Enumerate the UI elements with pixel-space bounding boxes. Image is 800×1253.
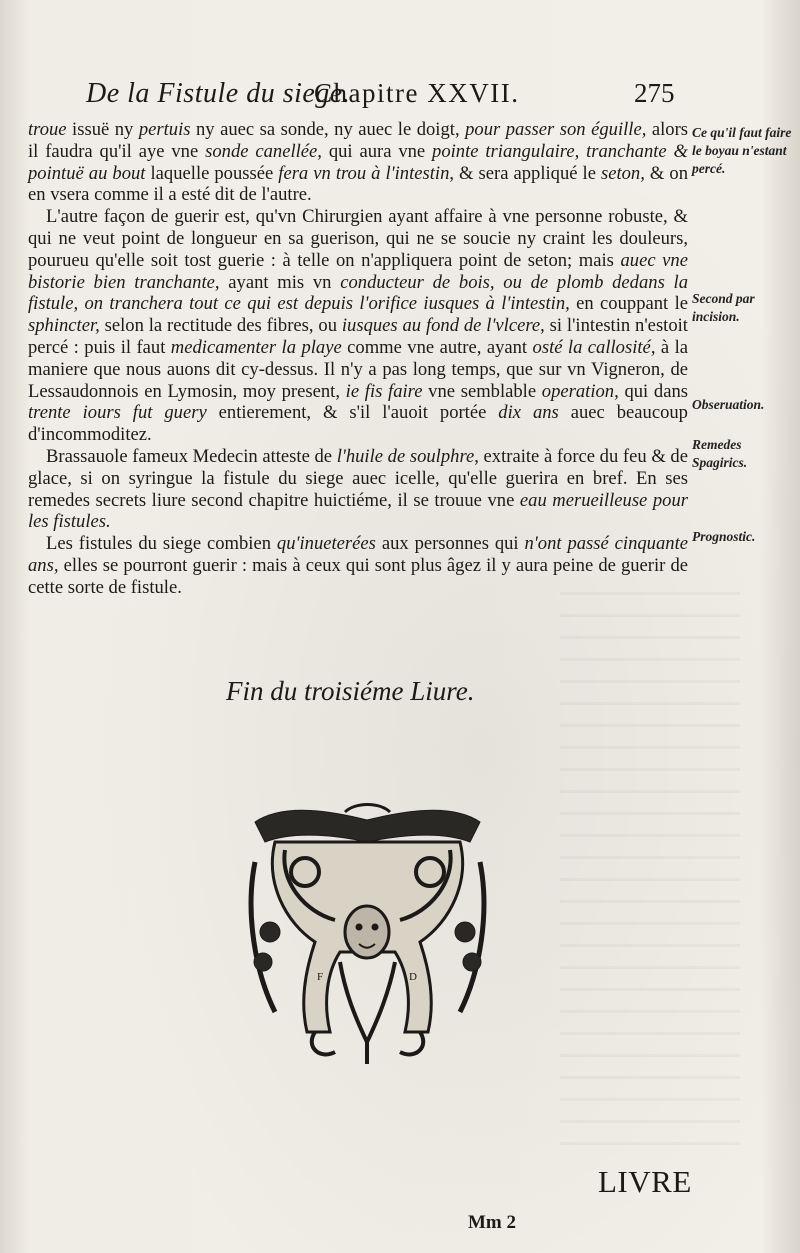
text-run: en couppant le [569,293,688,315]
text-run: trente iours fut guery [28,402,207,424]
margin-note: Obseruation. [692,397,765,412]
text-run: qui dans [618,380,688,402]
text-run: sphincter, [28,315,100,337]
text-run: operation, [541,380,619,402]
text-run: ie fis faire [345,380,423,402]
text-run: , à la maniere que nous auons dit cy-dessus. Il n'y a pas long temps, que sur vn Vigneron, de Lessaudonnois en Lymosin, moy present, [28,336,688,402]
text-run: selon la rectitude des fibres, ou [99,315,342,337]
text-run: pour passer son éguille, [465,119,647,140]
text-run: osté la callosité [532,336,651,358]
text-run: pertuis [138,119,191,140]
text-run: qui aura vne [321,140,433,162]
text-run: & on en vsera comme il a esté dit de l'autre. [28,162,688,206]
paragraph [28,446,688,533]
text-run: aux personnes qui [375,533,525,555]
margin-note: Remedes Spagirics. [692,437,748,470]
text-run: n'ont passé cinquante ans, [28,533,688,576]
text-run: conducteur de bois, ou de plomb dedans la fistule, on tranchera tout ce qui est depuis l'orifice iusques à l'intestin, [28,271,689,315]
running-header [86,74,686,114]
margin-note: Ce qu'il faut faire le boyau n'estant percé. [692,125,792,176]
text-run: dix ans [498,402,559,424]
margin-note: Second par incision. [692,291,755,324]
paragraph [28,533,688,598]
text-run: seton, [600,162,645,184]
text-run: , & sera appliqué le [449,162,601,184]
text-run: troue [28,119,67,140]
paragraph [28,119,688,206]
main-text [28,119,688,599]
text-run: elles se pourront guerir : mais à ceux qui sont plus âgez il y aura peine de guerir de cette sorte de fistule. [28,554,688,598]
text-run: vne semblable [422,380,542,402]
text-run: auec beaucoup d'incommoditez. [28,402,688,446]
text-run: laquelle poussée [145,162,279,184]
text-run: eau merueilleuse pour les fistules. [28,489,688,533]
signature-mark: Mm 2 [468,1212,517,1233]
text-run: pointe triangulaire, tranchante & pointuë au bout [28,140,688,184]
chapter-heading: Chapitre XXVII. [314,78,520,108]
text-run: fera vn trou à l'intestin [278,162,450,184]
margin-note: Prognostic. [692,529,756,544]
text-run: qu'inueterées [276,533,376,555]
text-run: auec vne bistorie bien tranchante [28,249,688,293]
text-run: , ayant mis vn [214,271,341,293]
running-title: De la Fistule du siege. [86,78,351,109]
ornament-initial-right: D [409,971,417,983]
ornament-initial-left: F [317,971,324,983]
text-run: issuë ny [66,119,139,140]
text-run: sonde canellée, [205,140,322,162]
catchword: LIVRE [598,1164,692,1199]
text-run: ny auec sa sonde, ny auec le doigt, [190,119,466,140]
text-run: , si l'intestin n'estoit percé : puis il faut [28,315,688,358]
text-run: entierement, & s'il l'auoit portée [206,402,499,424]
text-run: Brassauole fameux Medecin atteste de [46,445,337,467]
text-run: alors il faudra qu'il aye vne [28,119,689,162]
text-run: , extraite à force du feu & de glace, si on syringue la fistule du siege auec icelle, qu'elle guerira en bref. En ses remedes secrets liure second chapitre huictiéme, il se trouue vne [28,445,688,511]
text-run: iusques au fond de l'vlcere [341,315,541,337]
text-run: comme vne autre, ayant [341,336,533,358]
text-run: medicamenter la playe [170,336,342,358]
text-run: Les fistules du siege combien [46,533,277,555]
text-run: l'huile de soulphre [336,445,475,467]
page-number: 275 [634,78,675,108]
paragraph [28,206,688,446]
woodcut-ornament [245,802,490,1067]
text-run: L'autre façon de guerir est, qu'vn Chirurgien ayant affaire à vne personne robuste, & qui ne veut point de longueur en sa guerison, qui ne se soucie ny craint les douleurs, pourueu qu'elle soit tost guerie : à telle on n'appliquera point de seton; mais [28,206,688,271]
bleed-through [560,585,740,1145]
colophon: Fin du troisiéme Liure. [226,676,475,706]
